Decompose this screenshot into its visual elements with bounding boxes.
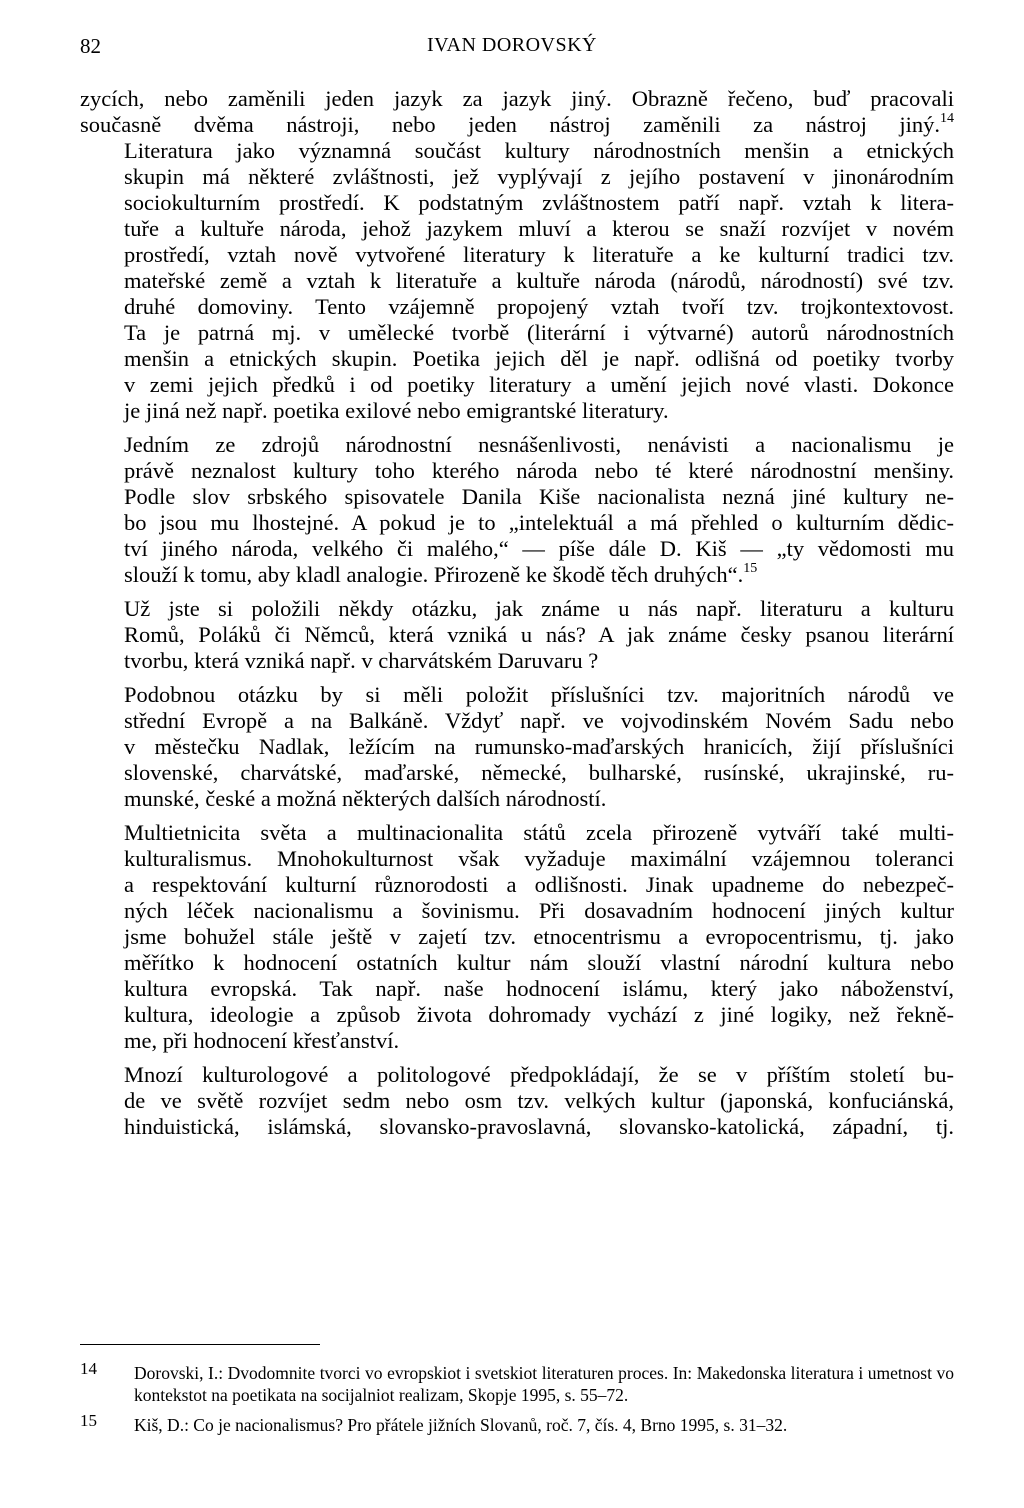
footnote-ref: 15 [743, 560, 758, 576]
text-line: jsme bohužel stále ještě v zajetí tzv. etnocentrismu a evropocentrismu, tj. jako [124, 924, 954, 949]
text-line: mateřské země a vztah k literatuře a kultuře národa (národů, národností) své tzv. [124, 268, 954, 293]
paragraph [80, 138, 954, 424]
footnote [80, 1411, 954, 1436]
footnote-text: Dorovski, I.: Dvodomnite tvorci vo evropskiot i svetskiot literaturen proces. In: Makedonska literatura i umetnost vo kontekstot na poetikata na socijalniot realizam, Skopje 1995, s. 55–72. [134, 1363, 954, 1405]
text-line: Ta je patrná mj. v umělecké tvorbě (literární i výtvarné) autorů národnostních [124, 320, 954, 345]
text-line: munské, české a možná některých dalších národností. [124, 786, 607, 811]
text-line: de ve světě rozvíjet sedm nebo osm tzv. velkých kultur (japonská, konfuciánská, [124, 1088, 954, 1113]
page-number: 82 [80, 34, 101, 58]
text-line: kultura evropská. Tak např. naše hodnocení islámu, který jako náboženství, [124, 976, 954, 1001]
text-line: kulturalismus. Mnohokulturnost však vyžaduje maximální vzájemnou toleranci [124, 846, 954, 871]
text-line: sociokulturním prostředí. K podstatným zvláštnostem patří např. vztah k litera- [124, 190, 954, 215]
text-line: tví jiného národa, velkého či malého,“ — píše dále D. Kiš — „ty vědomosti mu [124, 536, 954, 561]
text-line: menšin a etnických skupin. Poetika jejich děl je např. odlišná od poetiky tvorby [124, 346, 954, 371]
footnote-rule [80, 1344, 320, 1345]
text-line: druhé domoviny. Tento vzájemně propojený vztah tvoří tzv. trojkontextovost. [124, 294, 954, 319]
footnote-number: 14 [80, 1359, 97, 1378]
text-line: skupin má některé zvláštnosti, jež vyplývají z jejího postavení v jinonárodním [124, 164, 954, 189]
text-line: bo jsou mu lhostejné. A pokud je to „intelektuál a má přehled o kulturním dědic- [124, 510, 954, 535]
text-segment: současně dvěma nástroji, nebo jeden nástroj zaměnili za nástroj jiný. [80, 112, 940, 137]
body-text [80, 86, 954, 1140]
text-segment: slouží k tomu, aby kladl analogie. Přirozeně ke škodě těch druhých“. [124, 562, 744, 587]
paragraph [80, 596, 954, 674]
footnotes [80, 1359, 954, 1444]
text-line: ných léček nacionalismu a šovinismu. Při dosavadním hodnocení jiných kultur [124, 898, 954, 923]
text-line: v městečku Nadlak, ležícím na rumunsko-maďarských hranicích, žijí příslušníci [124, 734, 954, 759]
text-line: Mnozí kulturologové a politologové předpokládají, že se v příštím století bu- [124, 1062, 954, 1087]
text-line: v zemi jejich předků i od poetiky literatury a umění jejich nové vlasti. Dokonce [124, 372, 954, 397]
footnote-text: Kiš, D.: Co je nacionalismus? Pro přátele jižních Slovanů, roč. 7, čís. 4, Brno 1995, s. 31–32. [134, 1415, 788, 1435]
text-line: kultura, ideologie a způsob života dohromady vychází z jiné logiky, než řekně- [124, 1002, 954, 1027]
text-line: me, při hodnocení křesťanství. [124, 1028, 400, 1053]
text-line: Romů, Poláků či Němců, která vzniká u nás? A jak známe česky psanou literární [124, 622, 954, 647]
text-line: Multietnicita světa a multinacionalita států zcela přirozeně vytváří také multi- [124, 820, 954, 845]
paragraph [80, 682, 954, 812]
text-line: Podobnou otázku by si měli položit příslušníci tzv. majoritních národů ve [124, 682, 954, 707]
text-line: Už jste si položili někdy otázku, jak známe u nás např. literaturu a kulturu [124, 596, 954, 621]
text-line: prostředí, vztah nově vytvořené literatury k literatuře a ke kulturní tradici tzv. [124, 242, 954, 267]
text-line: právě neznalost kultury toho kterého národa nebo té které národnostní menšiny. [124, 458, 954, 483]
paragraph [80, 820, 954, 1054]
text-line [80, 562, 954, 588]
footnote-number: 15 [80, 1411, 97, 1430]
footnote [80, 1359, 954, 1406]
paragraph [80, 432, 954, 588]
text-line: hinduistická, islámská, slovansko-pravoslavná, slovansko-katolická, západní, tj. [124, 1114, 954, 1139]
text-line: Jedním ze zdrojů národnostní nesnášenlivosti, nenávisti a nacionalismu je [124, 432, 954, 457]
text-line: tvorbu, která vzniká např. v charvátském Daruvaru ? [124, 648, 599, 673]
text-line [80, 112, 954, 138]
text-line: a respektování kulturní různorodosti a odlišnosti. Jinak upadneme do nebezpeč- [124, 872, 954, 897]
text-line: Podle slov srbského spisovatele Danila Kiše nacionalista nezná jiné kultury ne- [124, 484, 954, 509]
running-head: IVAN DOROVSKÝ [426, 34, 598, 56]
text-line: slovenské, charvátské, maďarské, německé, bulharské, rusínské, ukrajinské, ru- [124, 760, 954, 785]
text-line: střední Evropě a na Balkáně. Vždyť např. ve vojvodinském Novém Sadu nebo [124, 708, 954, 733]
text-line: Literatura jako významná součást kultury národnostních menšin a etnických [124, 138, 954, 163]
footnote-ref: 14 [940, 110, 954, 126]
text-line: měřítko k hodnocení ostatních kultur nám slouží vlastní národní kultura nebo [124, 950, 954, 975]
paragraph [80, 1062, 954, 1140]
text-line: zycích, nebo zaměnili jeden jazyk za jazyk jiný. Obrazně řečeno, buď pracovali [80, 86, 954, 111]
text-line: tuře a kultuře národa, jehož jazykem mluví a kterou se snaží rozvíjet v novém [124, 216, 954, 241]
text-line: je jiná než např. poetika exilové nebo emigrantské literatury. [124, 398, 669, 423]
paragraph [80, 86, 954, 138]
